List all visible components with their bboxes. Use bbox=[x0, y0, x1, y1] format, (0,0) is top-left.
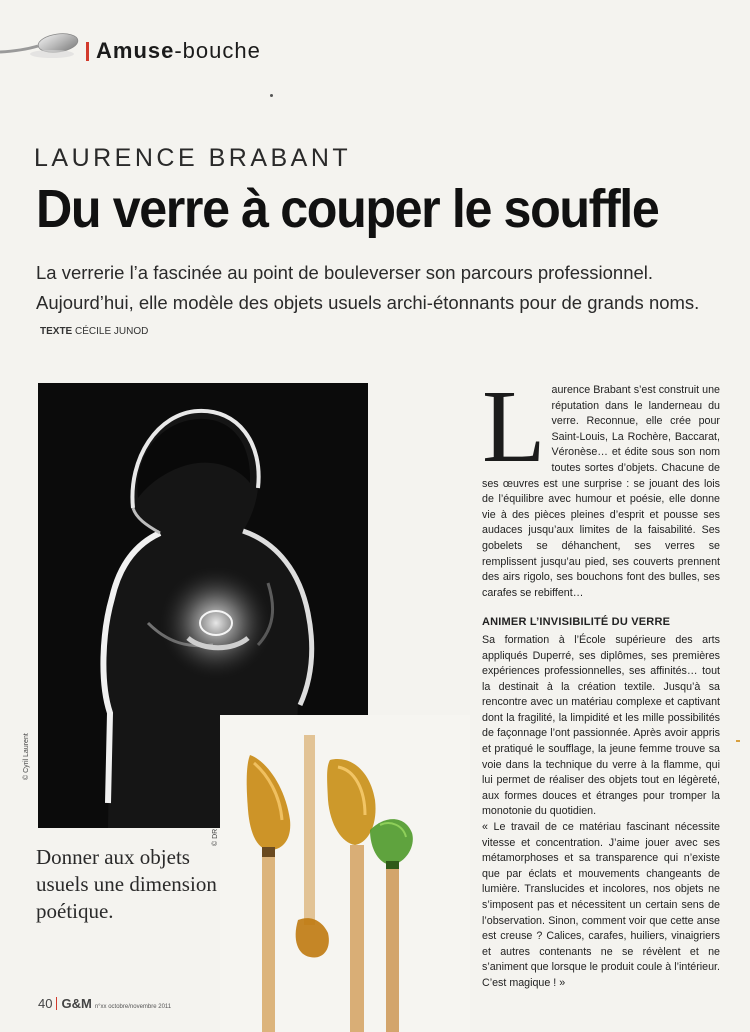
glass-objects-photo bbox=[220, 715, 470, 1032]
body-paragraph: Sa formation à l’École supérieure des arts appliqués Duperré, ses diplômes, ses premières expériences professionnelles, ses affinités… tout la destinait à la création textile. Jusqu’à sa rencontre avec un matériau complexe et captivant dont la fragilité, la limpidité et les mille possibilités de façonnage l’ont passionnée. Après avoir appris et pratiqué le soufflage, la jeune femme trouve sa voie dans la technique du verre à la flamme, qui lui permet de réaliser des objets tout en légèreté, aux formes douces et étranges pour tromper la monotonie du quotidien. bbox=[482, 633, 720, 818]
photo-credit: © DR bbox=[212, 828, 219, 846]
photo-credit: © Cyril Laurent bbox=[23, 733, 30, 780]
author-credit: TEXTE CÉCILE JUNOD bbox=[40, 326, 149, 337]
section-subhead: ANIMER L’INVISIBILITÉ DU VERRE bbox=[482, 616, 671, 629]
body-paragraph: « Le travail de ce matériau fascinant nécessite vitesse et concentration. J’aime jouer avec ses métamorphoses et sa transparence qui n’existe que par éclats et mouvements changeants de lumière. Translucides et incolores, nos objets ne s’imposent pas et nécessitent un certain sens de l’observation. Sinon, comment voir que cette anse est creuse ? Calices, carafes, huiliers, vinaigriers et autres contenants ne se révèlent et ne s’animent que lorsque le produit coule à l’intérieur. C’est magique ! » bbox=[482, 821, 720, 989]
article-title: Du verre à couper le souffle bbox=[36, 179, 659, 239]
body-paragraph: aurence Brabant s’est construit une réputation dans le landerneau du verre. Reconnue, elle crée pour Saint-Louis, La Rochère, Baccarat, Véronèse… et édite sous son nom toutes sortes d’objets. Chacune de ses œuvres est une surprise : se jouant des lois de l’équilibre avec humour et poésie, elle donne vie à des pièces pleines d’esprit et pousse ses audaces jusqu’aux limites de la faisabilité. Ses gobelets se déhanchent, ses verres se remplissent jusqu’au pied, ses couverts prennent des airs rigolo, ses bouchons font des bulles, ses carafes se rebiffent… bbox=[482, 384, 720, 599]
article-lead: La verrerie l’a fascinée au point de bouleverser son parcours professionnel. Aujourd’hui, elle modèle des objets usuels archi-étonnants pour de grands noms. bbox=[36, 262, 700, 313]
glass-objects-illustration bbox=[220, 715, 470, 1032]
section-rubric: Amuse-bouche bbox=[96, 38, 261, 63]
margin-mark bbox=[736, 740, 740, 742]
page-folio bbox=[38, 996, 171, 1011]
page-number: 40 bbox=[38, 996, 53, 1011]
pull-quote: Donner aux objets usuels une dimension poétique. bbox=[36, 845, 217, 923]
print-speck bbox=[270, 94, 273, 97]
article-kicker: LAURENCE BRABANT bbox=[34, 144, 352, 172]
drop-cap: L bbox=[482, 369, 546, 484]
issue-info: n°xx octobre/novembre 2011 bbox=[94, 1004, 172, 1010]
folio-divider bbox=[56, 997, 57, 1010]
rubric-divider bbox=[86, 42, 89, 61]
spoon-icon bbox=[0, 30, 82, 70]
article-body bbox=[482, 369, 720, 992]
magazine-logo: G&M bbox=[61, 996, 92, 1011]
